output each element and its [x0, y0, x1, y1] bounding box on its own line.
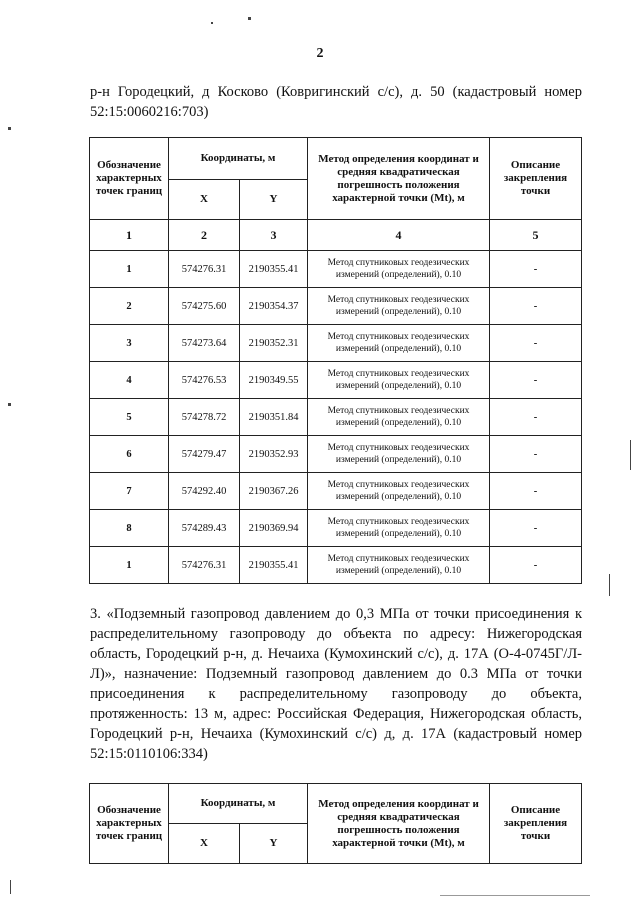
paragraph-line: р-н Городецкий, д Косково (Ковригинский с/с), д. 50 (кадастровый номер [90, 84, 582, 100]
paragraph-line: присоединения к распределительному газопроводу до объекта, [90, 686, 582, 702]
fixing-cell: - [490, 362, 582, 399]
coordinates-table-body [90, 251, 582, 584]
fixing-cell: - [490, 399, 582, 436]
column-index: 4 [308, 220, 490, 251]
paragraph-line: 3. «Подземный газопровод давлением до 0,3 МПа от точки присоединения к [90, 606, 582, 622]
coordinates-table [89, 137, 582, 584]
table-row [90, 436, 582, 473]
header-method: Метод определения координат и средняя квадратическая погрешность положения характерной точки (Mt), м [308, 138, 490, 220]
y-coordinate-cell: 2190354.37 [240, 288, 308, 325]
scan-mark [10, 880, 11, 894]
point-number-cell: 4 [90, 362, 169, 399]
table-row [90, 251, 582, 288]
scan-mark [211, 22, 213, 24]
x-coordinate-cell: 574276.31 [169, 547, 240, 584]
header-fixing: Описание закрепления точки [490, 138, 582, 220]
y-coordinate-cell: 2190367.26 [240, 473, 308, 510]
paragraph-line: распределительному газопроводу до объекта по адресу: Нижегородская [90, 626, 582, 642]
table-row [90, 362, 582, 399]
x-coordinate-cell: 574275.60 [169, 288, 240, 325]
y-coordinate-cell: 2190369.94 [240, 510, 308, 547]
scan-mark [630, 440, 631, 470]
fixing-cell: - [490, 510, 582, 547]
y-coordinate-cell: 2190355.41 [240, 251, 308, 288]
header-fixing: Описание закрепления точки [490, 784, 582, 864]
point-number-cell: 8 [90, 510, 169, 547]
column-index: 3 [240, 220, 308, 251]
point-number-cell: 1 [90, 547, 169, 584]
x-coordinate-cell: 574278.72 [169, 399, 240, 436]
column-index: 1 [90, 220, 169, 251]
x-coordinate-cell: 574276.31 [169, 251, 240, 288]
column-index: 5 [490, 220, 582, 251]
scan-mark [440, 895, 590, 896]
header-y: Y [240, 180, 308, 220]
paragraph-line: 52:15:0110106:334) [90, 746, 208, 762]
scan-mark [8, 403, 11, 406]
fixing-cell: - [490, 251, 582, 288]
scan-mark [609, 574, 610, 596]
table-row [90, 325, 582, 362]
paragraph-line: Городецкий р-н, Нечаиха (Кумохинский с/с) д, д. 17А (кадастровый номер [90, 726, 582, 742]
y-coordinate-cell: 2190355.41 [240, 547, 308, 584]
paragraph-line: протяженность: 13 м, адрес: Российская Федерация, Нижегородская область, [90, 706, 582, 722]
point-number-cell: 7 [90, 473, 169, 510]
x-coordinate-cell: 574276.53 [169, 362, 240, 399]
header-y: Y [240, 824, 308, 864]
method-cell: Метод спутниковых геодезических измерений (определений), 0.10 [308, 325, 490, 362]
coordinates-table-2 [89, 783, 582, 864]
header-coordinates: Координаты, м [169, 138, 308, 180]
y-coordinate-cell: 2190349.55 [240, 362, 308, 399]
fixing-cell: - [490, 473, 582, 510]
point-number-cell: 2 [90, 288, 169, 325]
x-coordinate-cell: 574279.47 [169, 436, 240, 473]
point-number-cell: 5 [90, 399, 169, 436]
table-row [90, 547, 582, 584]
paragraph-line: 52:15:0060216:703) [90, 104, 209, 120]
fixing-cell: - [490, 325, 582, 362]
header-point-designation: Обозначение характерных точек границ [90, 784, 169, 864]
method-cell: Метод спутниковых геодезических измерений (определений), 0.10 [308, 436, 490, 473]
header-x: X [169, 824, 240, 864]
paragraph-object-3 [90, 604, 582, 764]
point-number-cell: 3 [90, 325, 169, 362]
x-coordinate-cell: 574292.40 [169, 473, 240, 510]
point-number-cell: 6 [90, 436, 169, 473]
method-cell: Метод спутниковых геодезических измерений (определений), 0.10 [308, 362, 490, 399]
method-cell: Метод спутниковых геодезических измерений (определений), 0.10 [308, 251, 490, 288]
header-x: X [169, 180, 240, 220]
table-row [90, 399, 582, 436]
method-cell: Метод спутниковых геодезических измерений (определений), 0.10 [308, 510, 490, 547]
x-coordinate-cell: 574289.43 [169, 510, 240, 547]
y-coordinate-cell: 2190351.84 [240, 399, 308, 436]
paragraph-line: область, Городецкий р-н, д. Нечаиха (Кумохинский с/с), д. 17А (О-4-0745Г/Л- [90, 646, 582, 662]
column-index: 2 [169, 220, 240, 251]
method-cell: Метод спутниковых геодезических измерений (определений), 0.10 [308, 547, 490, 584]
table-row [90, 473, 582, 510]
header-method: Метод определения координат и средняя квадратическая погрешность положения характерной точки (Mt), м [308, 784, 490, 864]
header-point-designation: Обозначение характерных точек границ [90, 138, 169, 220]
header-coordinates: Координаты, м [169, 784, 308, 824]
x-coordinate-cell: 574273.64 [169, 325, 240, 362]
scan-mark [8, 127, 11, 130]
method-cell: Метод спутниковых геодезических измерений (определений), 0.10 [308, 288, 490, 325]
y-coordinate-cell: 2190352.31 [240, 325, 308, 362]
fixing-cell: - [490, 436, 582, 473]
method-cell: Метод спутниковых геодезических измерений (определений), 0.10 [308, 473, 490, 510]
fixing-cell: - [490, 547, 582, 584]
method-cell: Метод спутниковых геодезических измерений (определений), 0.10 [308, 399, 490, 436]
page-number: 2 [316, 46, 324, 61]
paragraph-address [90, 82, 582, 122]
scan-mark [248, 17, 251, 20]
y-coordinate-cell: 2190352.93 [240, 436, 308, 473]
table-row [90, 288, 582, 325]
fixing-cell: - [490, 288, 582, 325]
point-number-cell: 1 [90, 251, 169, 288]
table-row [90, 510, 582, 547]
paragraph-line: Л)», назначение: Подземный газопровод давлением до 0.3 МПа от точки [90, 666, 582, 682]
